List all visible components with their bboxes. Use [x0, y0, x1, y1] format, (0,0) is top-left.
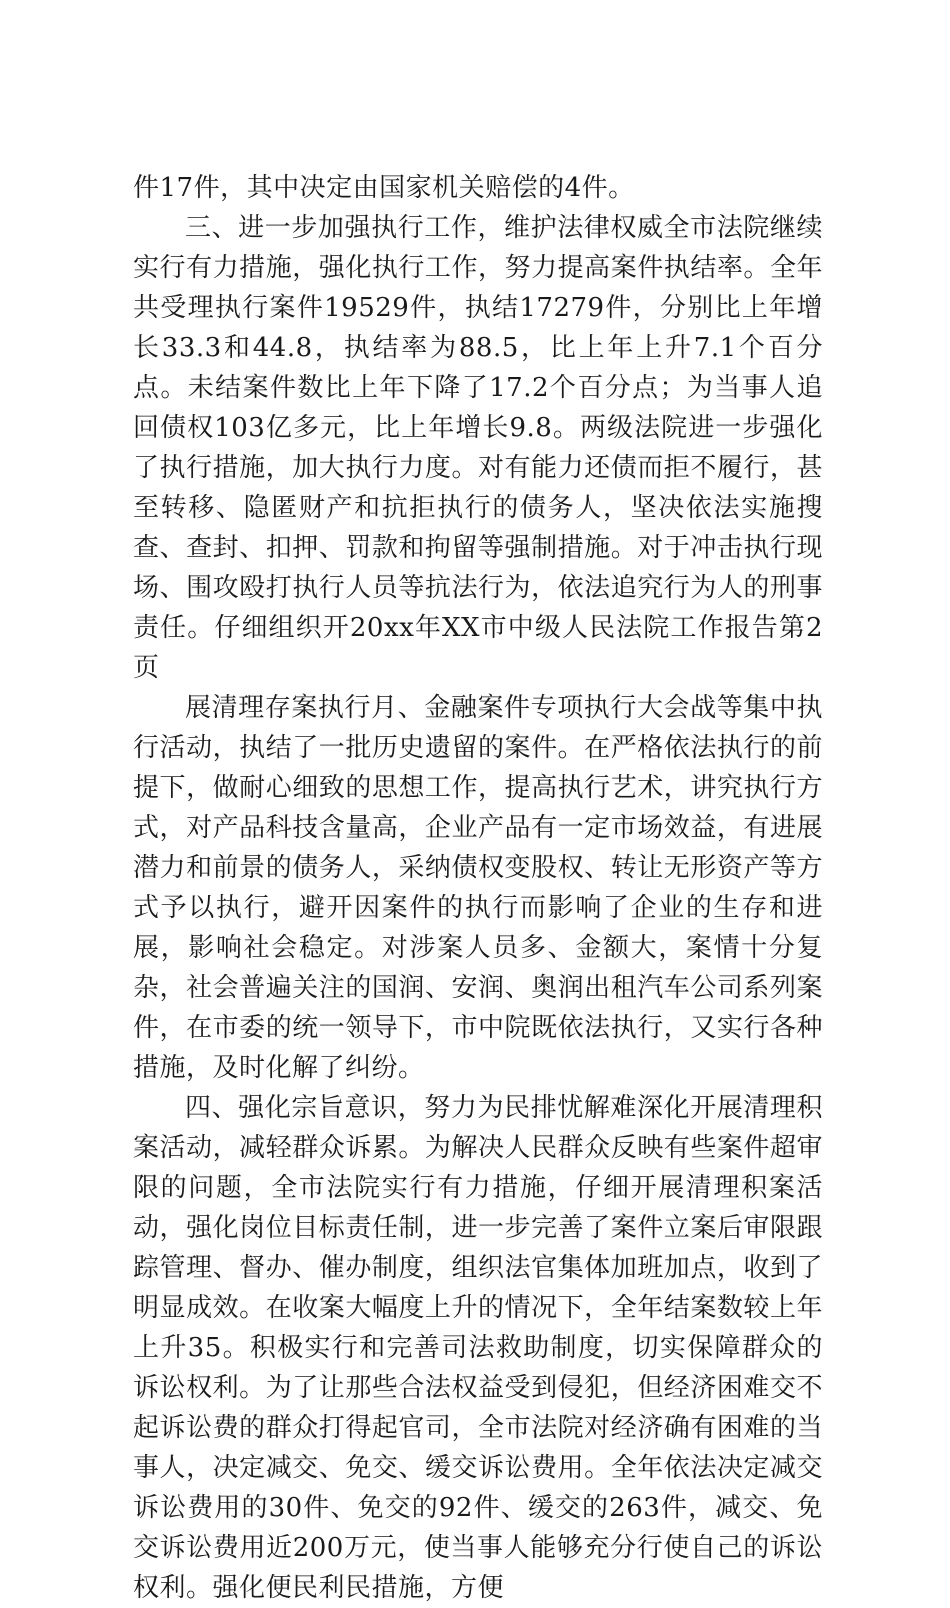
paragraph-execution-activities: 展清理存案执行月、金融案件专项执行大会战等集中执行活动，执结了一批历史遗留的案件。在严格依法执行的前提下，做耐心细致的思想工作，提高执行艺术，讲究执行方式，对产品科技含量高，企业产品有一定市场效益，有进展潜力和前景的债务人，采纳债权变股权、转让无形资产等方式予以执行，避开因案件的执行而影响了企业的生存和进展，影响社会稳定。对涉案人员多、金额大，案情十分复杂，社会普遍关注的国润、安润、奥润出租汽车公司系列案件，在市委的统一领导下，市中院既依法执行，又实行各种措施，及时化解了纠纷。	[133, 693, 823, 1083]
paragraph-section-four: 四、强化宗旨意识，努力为民排忧解难深化开展清理积案活动，减轻群众诉累。为解决人民群众反映有些案件超审限的问题，全市法院实行有力措施，仔细开展清理积案活动，强化岗位目标责任制，进一步完善了案件立案后审限跟踪管理、督办、催办制度，组织法官集体加班加点，收到了明显成效。在收案大幅度上升的情况下，全年结案数较上年上升35。积极实行和完善司法救助制度，切实保障群众的诉讼权利。为了让那些合法权益受到侵犯，但经济困难交不起诉讼费的群众打得起官司，全市法院对经济确有困难的当事人，决定减交、免交、缓交诉讼费用。全年依法决定减交诉讼费用的30件、免交的92件、缓交的263件，减交、免交诉讼费用近200万元，使当事人能够充分行使自己的诉讼权利。强化便民利民措施，方便	[133, 1093, 823, 1603]
paragraph-continuation: 件17件，其中决定由国家机关赔偿的4件。	[133, 173, 635, 203]
paragraph-section-three: 三、进一步加强执行工作，维护法律权威全市法院继续实行有力措施，强化执行工作，努力提高案件执结率。全年共受理执行案件19529件，执结17279件，分别比上年增长33.3和44.8，执结率为88.5，比上年上升7.1个百分点。未结案件数比上年下降了17.2个百分点；为当事人追回债权103亿多元，比上年增长9.8。两级法院进一步强化了执行措施，加大执行力度。对有能力还债而拒不履行，甚至转移、隐匿财产和抗拒执行的债务人，坚决依法实施搜查、查封、扣押、罚款和拘留等强制措施。对于冲击执行现场、围攻殴打执行人员等抗法行为，依法追究行为人的刑事责任。仔细组织开20xx年XX市中级人民法院工作报告第2页	[133, 213, 823, 683]
document-body	[133, 168, 823, 1608]
